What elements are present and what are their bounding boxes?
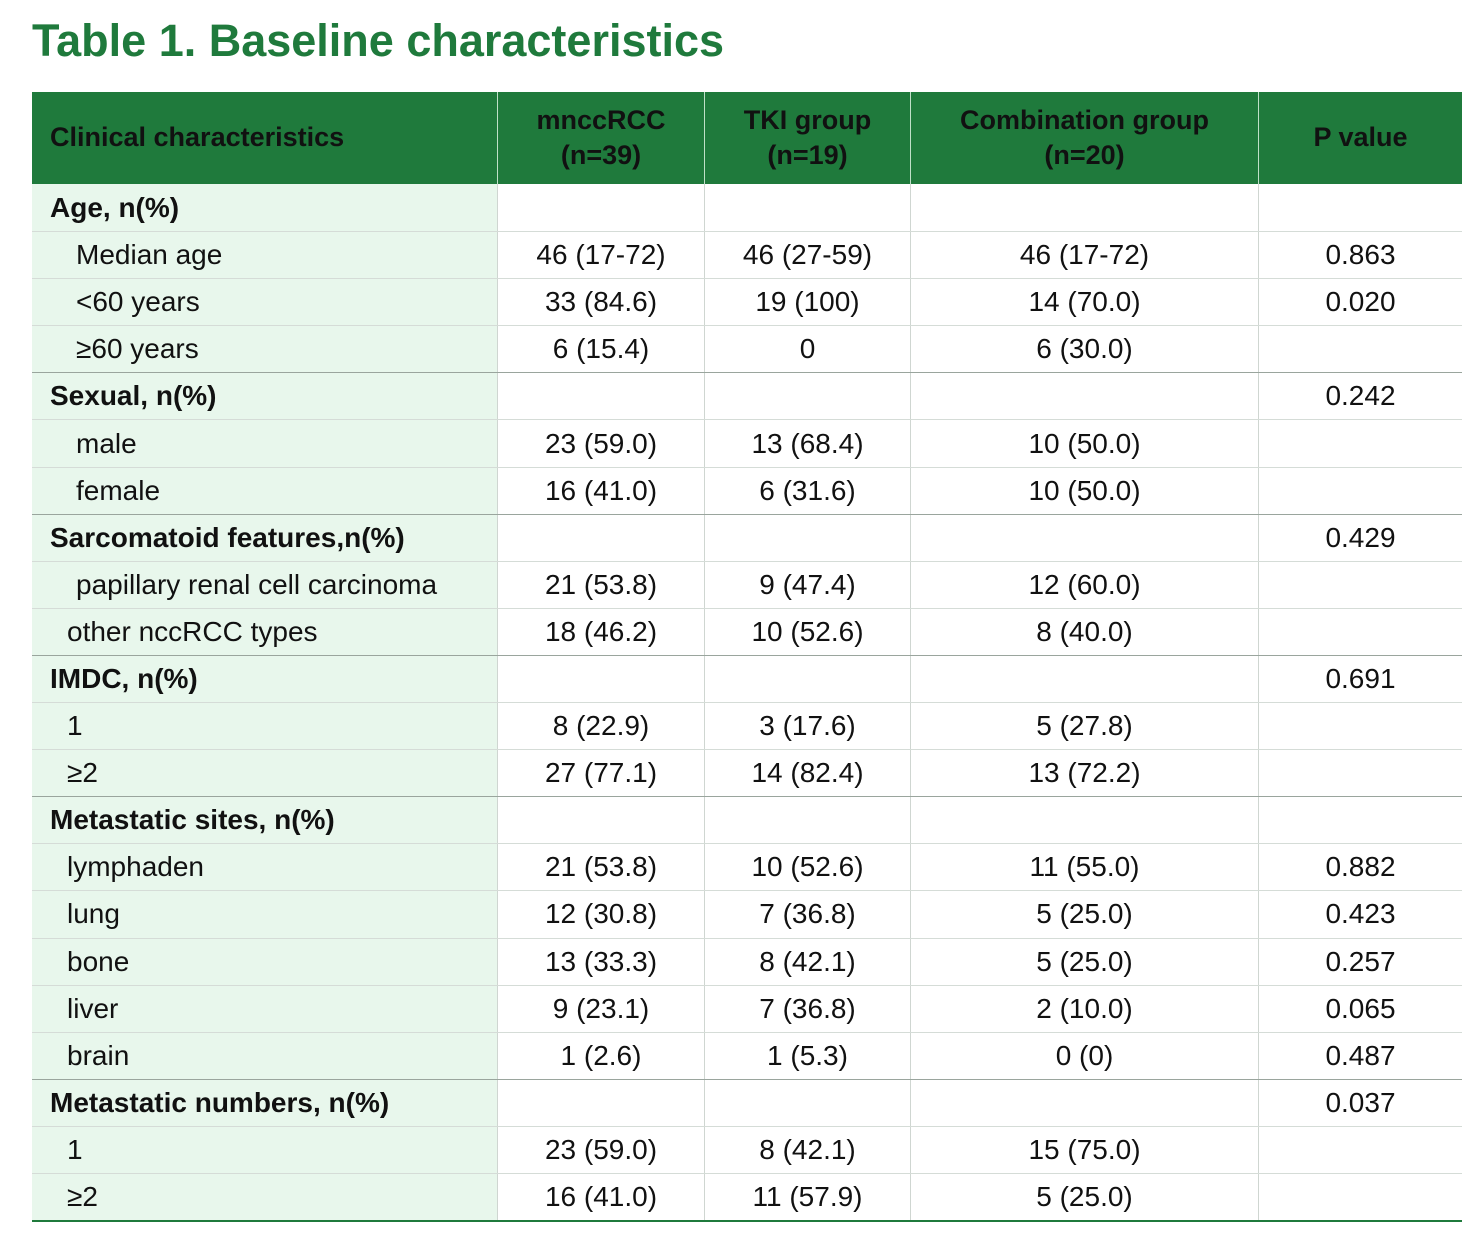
table-cell (1259, 468, 1462, 514)
table-row (32, 890, 1462, 937)
table-cell (705, 797, 911, 843)
table-title: Table 1. Baseline characteristics (32, 15, 725, 66)
table-cell: 0 (0) (911, 1033, 1259, 1079)
table-cell: 11 (55.0) (911, 844, 1259, 890)
row-label: ≥2 (32, 750, 498, 796)
row-label: papillary renal cell carcinoma (32, 562, 498, 608)
table-cell: 46 (27-59) (705, 232, 911, 278)
row-label: female (32, 468, 498, 514)
table-cell: 0.065 (1325, 992, 1396, 1024)
table-cell: 11 (57.9) (705, 1174, 911, 1220)
column-header (32, 92, 498, 184)
table-cell (705, 656, 911, 702)
table-cell: 27 (77.1) (498, 750, 705, 796)
table-cell (1259, 703, 1462, 749)
row-label: other nccRCC types (32, 609, 498, 655)
table-cell: 21 (53.8) (498, 844, 705, 890)
table-cell (498, 1080, 705, 1126)
column-header-line: mnccRCC (536, 104, 666, 135)
table-cell: 2 (10.0) (911, 986, 1259, 1032)
table-cell: 16 (41.0) (498, 468, 705, 514)
column-header (1259, 92, 1462, 184)
table-cell: 5 (25.0) (911, 1174, 1259, 1220)
table-cell: 16 (41.0) (498, 1174, 705, 1220)
row-label: IMDC, n(%) (32, 656, 498, 702)
table-cell: 0.487 (1325, 1039, 1396, 1071)
table-header-row (32, 92, 1462, 184)
table-cell (498, 184, 705, 231)
column-header-line: Combination group (960, 104, 1209, 135)
row-label: lymphaden (32, 844, 498, 890)
table-cell: 8 (40.0) (911, 609, 1259, 655)
table-cell (1259, 326, 1462, 372)
table-cell: 10 (50.0) (911, 468, 1259, 514)
table-cell (1259, 562, 1462, 608)
table-cell: 13 (33.3) (498, 939, 705, 985)
table-cell (911, 656, 1259, 702)
table-cell: 9 (23.1) (498, 986, 705, 1032)
table-cell: 7 (36.8) (705, 891, 911, 937)
table-cell (1259, 1127, 1462, 1173)
column-header-line: TKI group (743, 104, 872, 135)
table-row (32, 561, 1462, 608)
row-label: Sexual, n(%) (32, 373, 498, 419)
table-cell: 0.882 (1325, 851, 1396, 883)
table-cell: 15 (75.0) (911, 1127, 1259, 1173)
table-cell (911, 373, 1259, 419)
table-row (32, 1173, 1462, 1220)
row-label: Metastatic sites, n(%) (32, 797, 498, 843)
column-header (911, 92, 1259, 184)
table-cell: 3 (17.6) (705, 703, 911, 749)
table-cell (498, 656, 705, 702)
row-label: liver (32, 986, 498, 1032)
table-cell (1259, 750, 1462, 796)
table-cell: 6 (15.4) (498, 326, 705, 372)
table-cell (498, 373, 705, 419)
column-header-line: (n=19) (767, 140, 848, 170)
table-cell: 5 (25.0) (911, 939, 1259, 985)
table-cell: 0.257 (1325, 945, 1396, 977)
table-cell (498, 515, 705, 561)
row-label: Age, n(%) (32, 184, 498, 231)
table-cell: 10 (50.0) (911, 420, 1259, 466)
table-cell (1259, 1174, 1462, 1220)
table-cell: 46 (17-72) (911, 232, 1259, 278)
table-cell: 6 (31.6) (705, 468, 911, 514)
table-cell (1259, 420, 1462, 466)
table-cell (705, 373, 911, 419)
table-row (32, 1032, 1462, 1079)
row-label: male (32, 420, 498, 466)
row-label: 1 (32, 703, 498, 749)
table-group-row (32, 514, 1462, 561)
table-group-row (32, 1079, 1462, 1126)
table-row (32, 325, 1462, 372)
column-header-line: Clinical characteristics (50, 122, 345, 153)
table-row (32, 749, 1462, 796)
table-cell: 19 (100) (705, 279, 911, 325)
column-header-line: P value (1313, 122, 1408, 153)
table-cell: 23 (59.0) (498, 420, 705, 466)
table-row (32, 608, 1462, 655)
table-cell: 10 (52.6) (705, 844, 911, 890)
row-label: Median age (32, 232, 498, 278)
table-cell: 8 (42.1) (705, 1127, 911, 1173)
table-group-row (32, 655, 1462, 702)
table-cell (498, 797, 705, 843)
table-cell: 14 (82.4) (705, 750, 911, 796)
table-cell: 5 (25.0) (911, 891, 1259, 937)
table-row (32, 985, 1462, 1032)
table-row (32, 843, 1462, 890)
table-cell: 46 (17-72) (498, 232, 705, 278)
table-cell: 1 (5.3) (705, 1033, 911, 1079)
table-cell (1259, 797, 1462, 843)
row-label: bone (32, 939, 498, 985)
table-cell: 33 (84.6) (498, 279, 705, 325)
table-cell: 5 (27.8) (911, 703, 1259, 749)
table-cell (705, 184, 911, 231)
table-cell: 0.020 (1325, 286, 1396, 318)
table-row (32, 278, 1462, 325)
table-cell (705, 515, 911, 561)
table-row (32, 938, 1462, 985)
row-label: <60 years (32, 279, 498, 325)
table-row (32, 419, 1462, 466)
table-cell (1259, 609, 1462, 655)
table-cell: 7 (36.8) (705, 986, 911, 1032)
table-group-row (32, 796, 1462, 843)
baseline-table (32, 92, 1462, 1222)
table-cell: 18 (46.2) (498, 609, 705, 655)
column-header-line: (n=20) (1044, 140, 1125, 170)
table-cell: 0.429 (1325, 521, 1396, 553)
table-group-row (32, 372, 1462, 419)
table-cell: 0.242 (1325, 380, 1396, 412)
row-label: 1 (32, 1127, 498, 1173)
table-row (32, 702, 1462, 749)
table-cell: 9 (47.4) (705, 562, 911, 608)
table-group-row (32, 184, 1462, 231)
table-row (32, 231, 1462, 278)
column-header-line: (n=39) (560, 140, 642, 170)
table-body (32, 184, 1462, 1220)
table-cell: 21 (53.8) (498, 562, 705, 608)
column-header (498, 92, 705, 184)
table-cell: 1 (2.6) (498, 1033, 705, 1079)
table-cell: 12 (30.8) (498, 891, 705, 937)
table-cell (911, 797, 1259, 843)
table-cell: 0.863 (1325, 239, 1396, 271)
row-label: ≥60 years (32, 326, 498, 372)
table-cell: 0.037 (1325, 1086, 1396, 1118)
row-label: ≥2 (32, 1174, 498, 1220)
table-cell (1259, 184, 1462, 231)
table-cell: 8 (22.9) (498, 703, 705, 749)
table-cell: 0 (705, 326, 911, 372)
table-cell: 0.691 (1325, 662, 1396, 694)
row-label: lung (32, 891, 498, 937)
table-cell: 0.423 (1325, 898, 1396, 930)
table-cell: 12 (60.0) (911, 562, 1259, 608)
table-cell: 6 (30.0) (911, 326, 1259, 372)
table-cell: 13 (68.4) (705, 420, 911, 466)
table-cell (911, 515, 1259, 561)
table-cell: 10 (52.6) (705, 609, 911, 655)
row-label: brain (32, 1033, 498, 1079)
table-cell (911, 184, 1259, 231)
row-label: Sarcomatoid features,n(%) (32, 515, 498, 561)
table-row (32, 1126, 1462, 1173)
column-header (705, 92, 911, 184)
table-row (32, 467, 1462, 514)
table-cell: 23 (59.0) (498, 1127, 705, 1173)
table-cell: 13 (72.2) (911, 750, 1259, 796)
table-cell: 14 (70.0) (911, 279, 1259, 325)
table-cell: 8 (42.1) (705, 939, 911, 985)
table-cell (705, 1080, 911, 1126)
table-cell (911, 1080, 1259, 1126)
row-label: Metastatic numbers, n(%) (32, 1080, 498, 1126)
